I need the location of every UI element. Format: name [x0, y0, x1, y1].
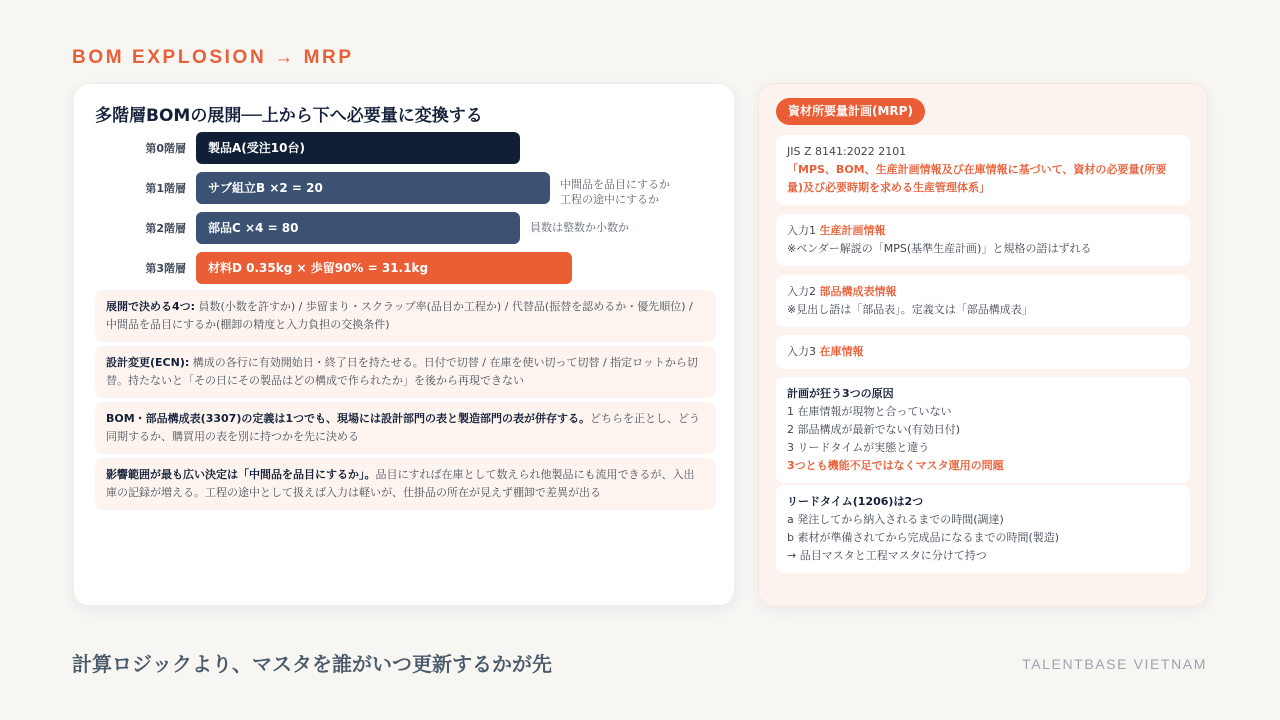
- leadtime-title: リードタイム(1206)は2つ: [787, 495, 924, 508]
- causes-conclusion: 3つとも機能不足ではなくマスタ運用の問題: [787, 459, 1004, 472]
- leadtime-item: b 素材が準備されてから完成品になるまでの時間(製造): [787, 531, 1060, 544]
- input-box-1: [776, 214, 1190, 266]
- leadtime-box: [776, 485, 1190, 573]
- box-lead: BOM・部品構成表(3307)の定義は1つでも、現場には設計部門の表と製造部門の表が併存する。: [106, 412, 591, 425]
- box-lead: 影響範囲が最も広い決定は「中間品を品目にするか」。: [106, 468, 376, 481]
- jis-quote: 「MPS、BOM、生産計画情報及び在庫情報に基づいて、資材の必要量(所要量)及び必要時期を求める生産管理体系」: [787, 163, 1167, 194]
- input-note: ※見出し語は「部品表」。定義文は「部品構成表」: [787, 303, 1033, 316]
- input-box-2: [776, 275, 1190, 327]
- level-label: 第0階層: [145, 142, 186, 155]
- level-bar: 製品A(受注10台): [196, 132, 520, 164]
- jis-definition-box: [776, 135, 1190, 205]
- box-text: 構成の各行に有効開始日・終了日を持たせる。日付で切替 / 在庫を使い切って切替 / 指定ロットから切替。持たないと「その日にその製品はどの構成で作られたか」を後から再現できない: [106, 356, 698, 387]
- cause-item: 2 部品構成が最新でない(有効日付): [787, 423, 961, 436]
- box-text: 品目にすれば在庫として数えられ他製品にも流用できるが、入出庫の記録が増える。工程の途中として扱えば入力は軽いが、仕掛品の所在が見えず棚卸で差異が出る: [106, 468, 695, 499]
- footer-message: 計算ロジックより、マスタを誰がいつ更新するかが先: [72, 652, 552, 676]
- card-title: 多階層BOMの展開──上から下へ必要量に変換する: [95, 106, 483, 126]
- bom-level-0: [74, 132, 734, 164]
- info-box-intermediate-item: [95, 458, 716, 510]
- mrp-card: [758, 83, 1208, 607]
- level-label: 第1階層: [145, 182, 186, 195]
- input-name: 在庫情報: [819, 345, 864, 358]
- bom-explosion-card: [73, 83, 735, 606]
- info-box-ecn: [95, 346, 716, 398]
- brand-wordmark: TALENTBASE VIETNAM: [1022, 656, 1207, 672]
- level-note: 員数は整数か小数か: [530, 221, 629, 234]
- cause-item: 3 リードタイムが実態と違う: [787, 441, 930, 454]
- level-label: 第2階層: [145, 222, 186, 235]
- jis-standard: JIS Z 8141:2022 2101: [787, 145, 907, 158]
- leadtime-item: a 発注してから納入されるまでの時間(調達): [787, 513, 1004, 526]
- causes-title: 計画が狂う3つの原因: [787, 387, 894, 400]
- input-name: 部品構成表情報: [819, 285, 897, 298]
- info-box-explosion-decisions: [95, 290, 716, 342]
- causes-box: [776, 377, 1190, 483]
- bom-level-1: [74, 172, 734, 204]
- cause-item: 1 在庫情報が現物と合っていない: [787, 405, 952, 418]
- input-note: ※ベンダー解説の「MPS(基準生産計画)」と規格の語はずれる: [787, 242, 1092, 255]
- box-text: 員数(小数を許すか) / 歩留まり・スクラップ率(品目か工程か) / 代替品(振替を認めるか・優先順位) / 中間品を品目にするか(棚卸の精度と入力負担の交換条件): [106, 300, 693, 331]
- info-box-bom-definition: [95, 402, 716, 454]
- input-label: 入力2: [787, 285, 820, 298]
- leadtime-item: → 品目マスタと工程マスタに分けて持つ: [787, 549, 987, 562]
- input-name: 生産計画情報: [819, 224, 886, 237]
- bom-level-3: [74, 252, 734, 284]
- level-note: [560, 177, 670, 207]
- section-eyebrow: BOM EXPLOSION → MRP: [72, 47, 354, 68]
- mrp-pill: 資材所要量計画(MRP): [776, 98, 925, 125]
- level-bar: サブ組立B ×2 = 20: [196, 172, 550, 204]
- level-bar: 材料D 0.35kg × 歩留90% = 31.1kg: [196, 252, 572, 284]
- bom-level-2: [74, 212, 734, 244]
- level-bar: 部品C ×4 = 80: [196, 212, 520, 244]
- box-lead: 展開で決める4つ:: [106, 300, 196, 313]
- note-line: 工程の途中にするか: [560, 193, 659, 206]
- box-text: どちらを正とし、どう同期するか、購買用の表を別に持つかを先に決める: [106, 412, 701, 443]
- note-line: 中間品を品目にするか: [560, 178, 670, 191]
- input-label: 入力3: [787, 345, 820, 358]
- input-box-3: [776, 335, 1190, 369]
- box-lead: 設計変更(ECN):: [106, 356, 190, 369]
- level-label: 第3階層: [145, 262, 186, 275]
- input-label: 入力1: [787, 224, 820, 237]
